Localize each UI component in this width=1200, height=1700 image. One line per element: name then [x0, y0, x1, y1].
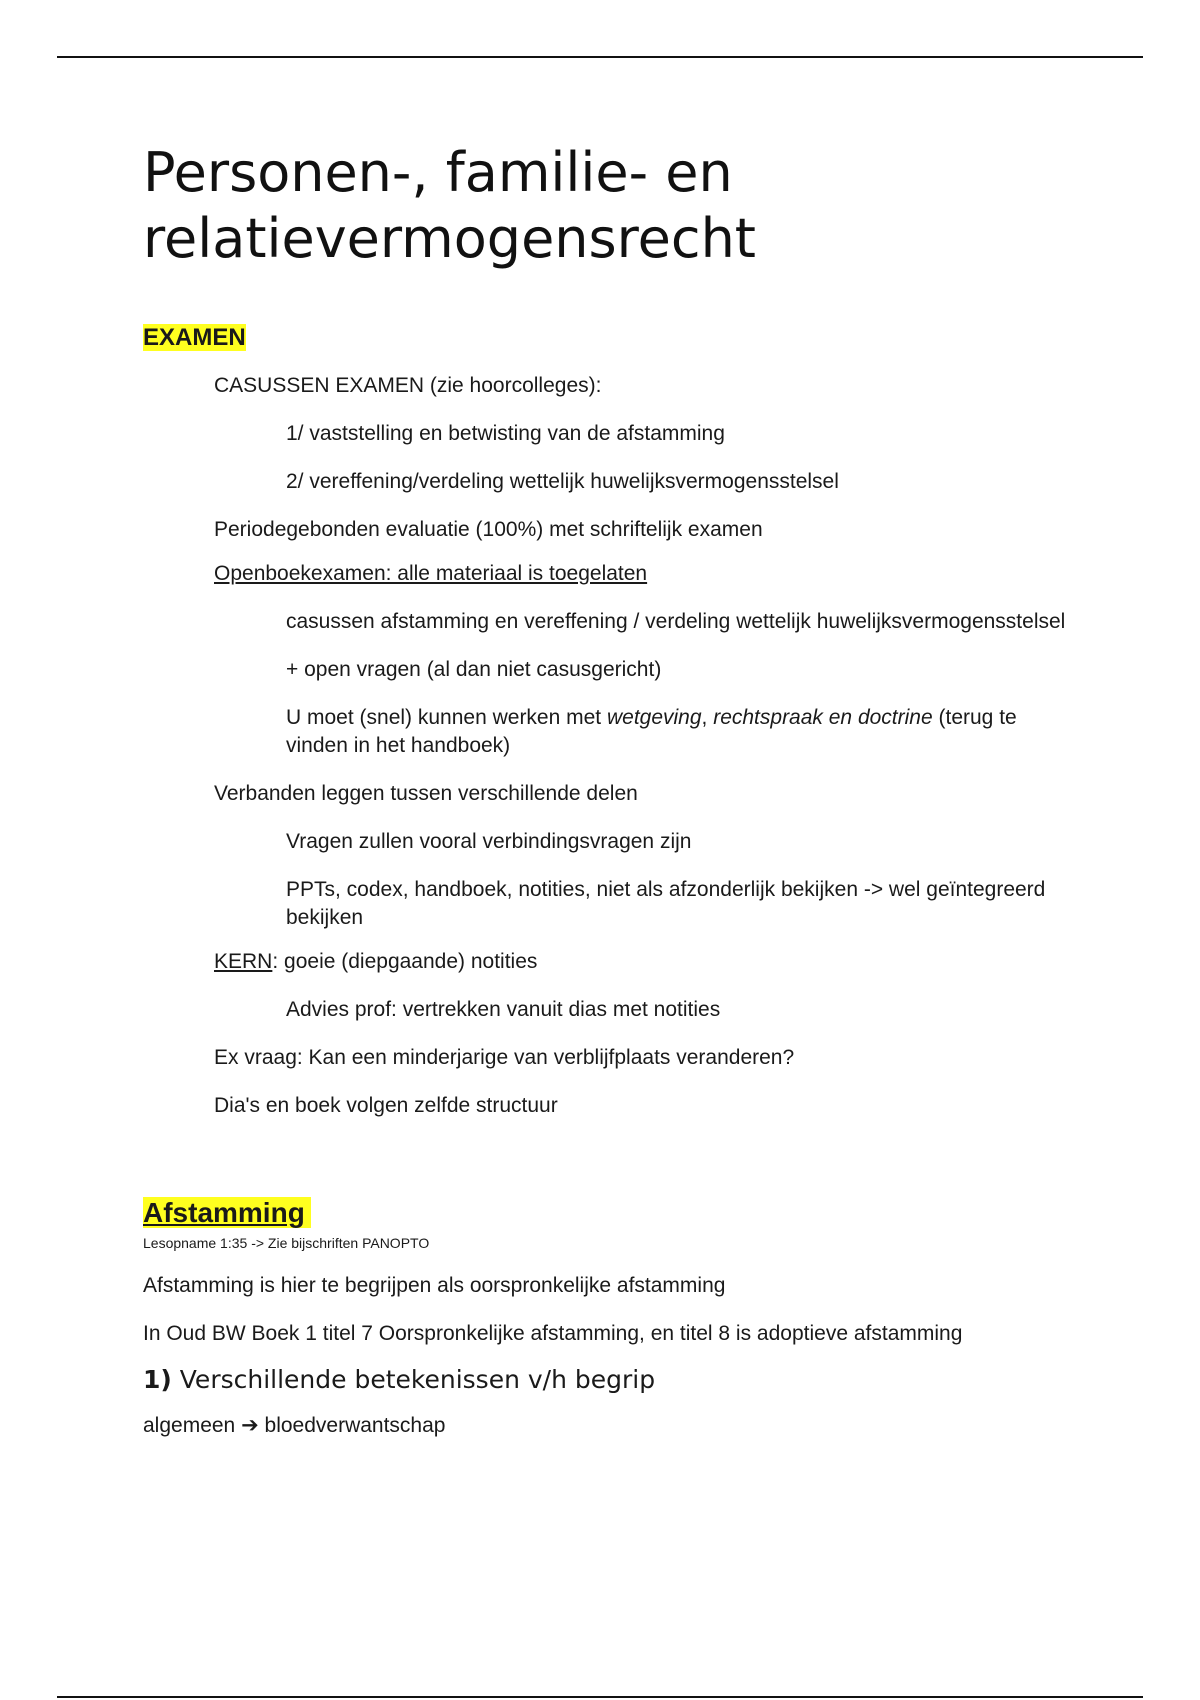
algemeen-prefix: algemeen: [143, 1414, 242, 1437]
examen-heading-text: EXAMEN: [143, 324, 246, 351]
title-line-2: relatievermogensrecht: [143, 207, 756, 270]
subheading-number: 1): [143, 1365, 172, 1394]
casus-item-2: 2/ vereffening/verdeling wettelijk huwelijksvermogensstelsel: [286, 470, 839, 493]
verbanden-line: Verbanden leggen tussen verschillende delen: [214, 782, 638, 805]
openboek-item-3-prefix: U moet (snel) kunnen werken met: [286, 706, 607, 729]
kern-text: : goeie (diepgaande) notities: [272, 950, 538, 973]
casussen-line: CASUSSEN EXAMEN (zie hoorcolleges):: [214, 374, 602, 397]
kern-item-1: Advies prof: vertrekken vanuit dias met notities: [286, 998, 721, 1021]
openboek-item-3-sep: ,: [701, 706, 714, 729]
afstamming-paragraph-1: Afstamming is hier te begrijpen als oorspronkelijke afstamming: [143, 1274, 726, 1297]
evaluatie-line: Periodegebonden evaluatie (100%) met schriftelijk examen: [214, 518, 763, 541]
openboek-item-3-italic-1: wetgeving: [606, 706, 702, 729]
ex-vraag-line: Ex vraag: Kan een minderjarige van verblijfplaats veranderen?: [214, 1046, 795, 1069]
kern-label: KERN: [214, 950, 273, 973]
right-arrow-icon: ➔: [241, 1414, 259, 1437]
document-body: [143, 140, 1083, 1440]
algemeen-line: [143, 1412, 1083, 1440]
afstamming-paragraph-2: In Oud BW Boek 1 titel 7 Oorspronkelijke afstamming, en titel 8 is adoptieve afstamming: [143, 1322, 963, 1345]
dias-line: Dia's en boek volgen zelfde structuur: [214, 1094, 558, 1117]
verbanden-item-2: PPTs, codex, handboek, notities, niet als afzonderlijk bekijken -> wel geïntegreerd bekijken: [286, 878, 1046, 929]
openboek-line: [143, 560, 1083, 588]
subheading-betekenissen: [143, 1364, 1083, 1396]
openboek-item-1: casussen afstamming en vereffening / verdeling wettelijk huwelijksvermogensstelsel: [286, 610, 1066, 633]
examen-heading: [143, 322, 1083, 354]
openboek-text: Openboekexamen: alle materiaal is toegelaten: [214, 562, 648, 585]
subheading-title: Verschillende betekenissen v/h begrip: [171, 1365, 656, 1394]
lesopname-note: Lesopname 1:35 -> Zie bijschriften PANOPTO: [143, 1235, 430, 1251]
openboek-item-2: + open vragen (al dan niet casusgericht): [286, 658, 662, 681]
bottom-rule: [57, 1696, 1143, 1698]
openboek-item-3-italic-2: rechtspraak en doctrine: [713, 706, 933, 729]
kern-line: [143, 948, 1083, 976]
title-line-1: Personen-, familie- en: [143, 141, 733, 204]
algemeen-suffix: bloedverwantschap: [258, 1414, 446, 1437]
page-title: [143, 140, 1083, 272]
top-rule: [57, 56, 1143, 58]
afstamming-heading: [143, 1196, 1083, 1230]
openboek-item-3: [143, 704, 1066, 760]
casus-item-1: 1/ vaststelling en betwisting van de afstamming: [286, 422, 725, 445]
openboek-item-3-suffix: (terug te vinden in het handboek): [286, 706, 1017, 757]
verbanden-item-1: Vragen zullen vooral verbindingsvragen zijn: [286, 830, 692, 853]
afstamming-heading-text: Afstamming: [143, 1197, 311, 1228]
